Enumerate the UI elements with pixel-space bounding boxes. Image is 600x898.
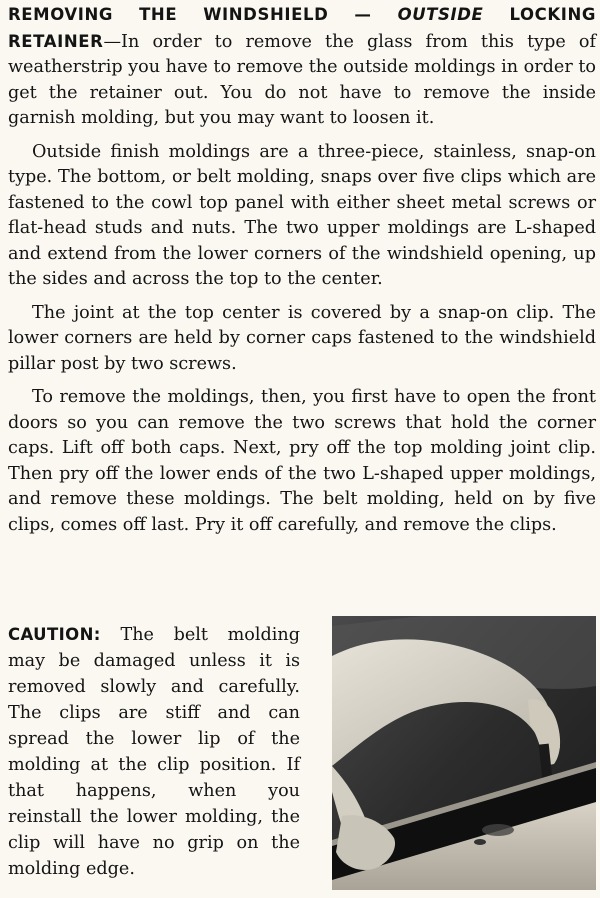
- paragraph-moldings: Outside finish moldings are a three-piece, stainless, snap-on type. The bottom, or belt molding, snaps over five clips which are fastened to the cowl top panel with either sheet metal screws or flat-head studs and nuts. The two upper moldings are L-shaped and extend from the lower corners of the windshield opening, up the sides and across the top to the center.: [8, 141, 596, 289]
- section-heading-part2: LOCKING RETAINER: [8, 5, 597, 51]
- screw-icon: [474, 839, 486, 845]
- caution-text: The belt molding may be damaged unless it is removed slowly and carefully. The clips are stiff and can spread the lower lip of the molding at the clip position. If that happens, when you reinstall the lower molding, the clip will have no grip on the molding edge.: [8, 625, 301, 879]
- molding-removal-photo-illustration: [332, 616, 596, 890]
- caution-block: [8, 622, 300, 882]
- section-intro-paragraph: [8, 2, 596, 132]
- clip-icon: [482, 824, 514, 836]
- paragraph-removal-steps: To remove the moldings, then, you first have to open the front doors so you can remove the two screws that hold the corner caps. Lift off both caps. Next, pry off the top molding joint clip. Then pry off the lower ends of the two L-shaped upper moldings, and remove these moldings. The belt molding, held on by five clips, comes off last. Pry it off carefully, and remove the clips.: [8, 387, 596, 535]
- caution-label: CAUTION:: [8, 625, 101, 644]
- caution-paragraph: [8, 622, 300, 882]
- paragraph-joint: The joint at the top center is covered by a snap-on clip. The lower corners are held by corner caps fastened to the windshield pillar post by two screws.: [8, 302, 596, 374]
- molding-removal-photo: [332, 616, 596, 890]
- section-heading-italic: OUTSIDE: [397, 5, 484, 24]
- heading-dash: —: [103, 31, 122, 52]
- intro-text: In order to remove the glass from this type of weatherstrip you have to remove the outside moldings in order to get the retainer out. You do not have to remove the inside garnish molding, but you may want to loosen it.: [8, 31, 596, 128]
- manual-page: [8, 2, 596, 896]
- section-heading-part1: REMOVING THE WINDSHIELD —: [8, 5, 398, 24]
